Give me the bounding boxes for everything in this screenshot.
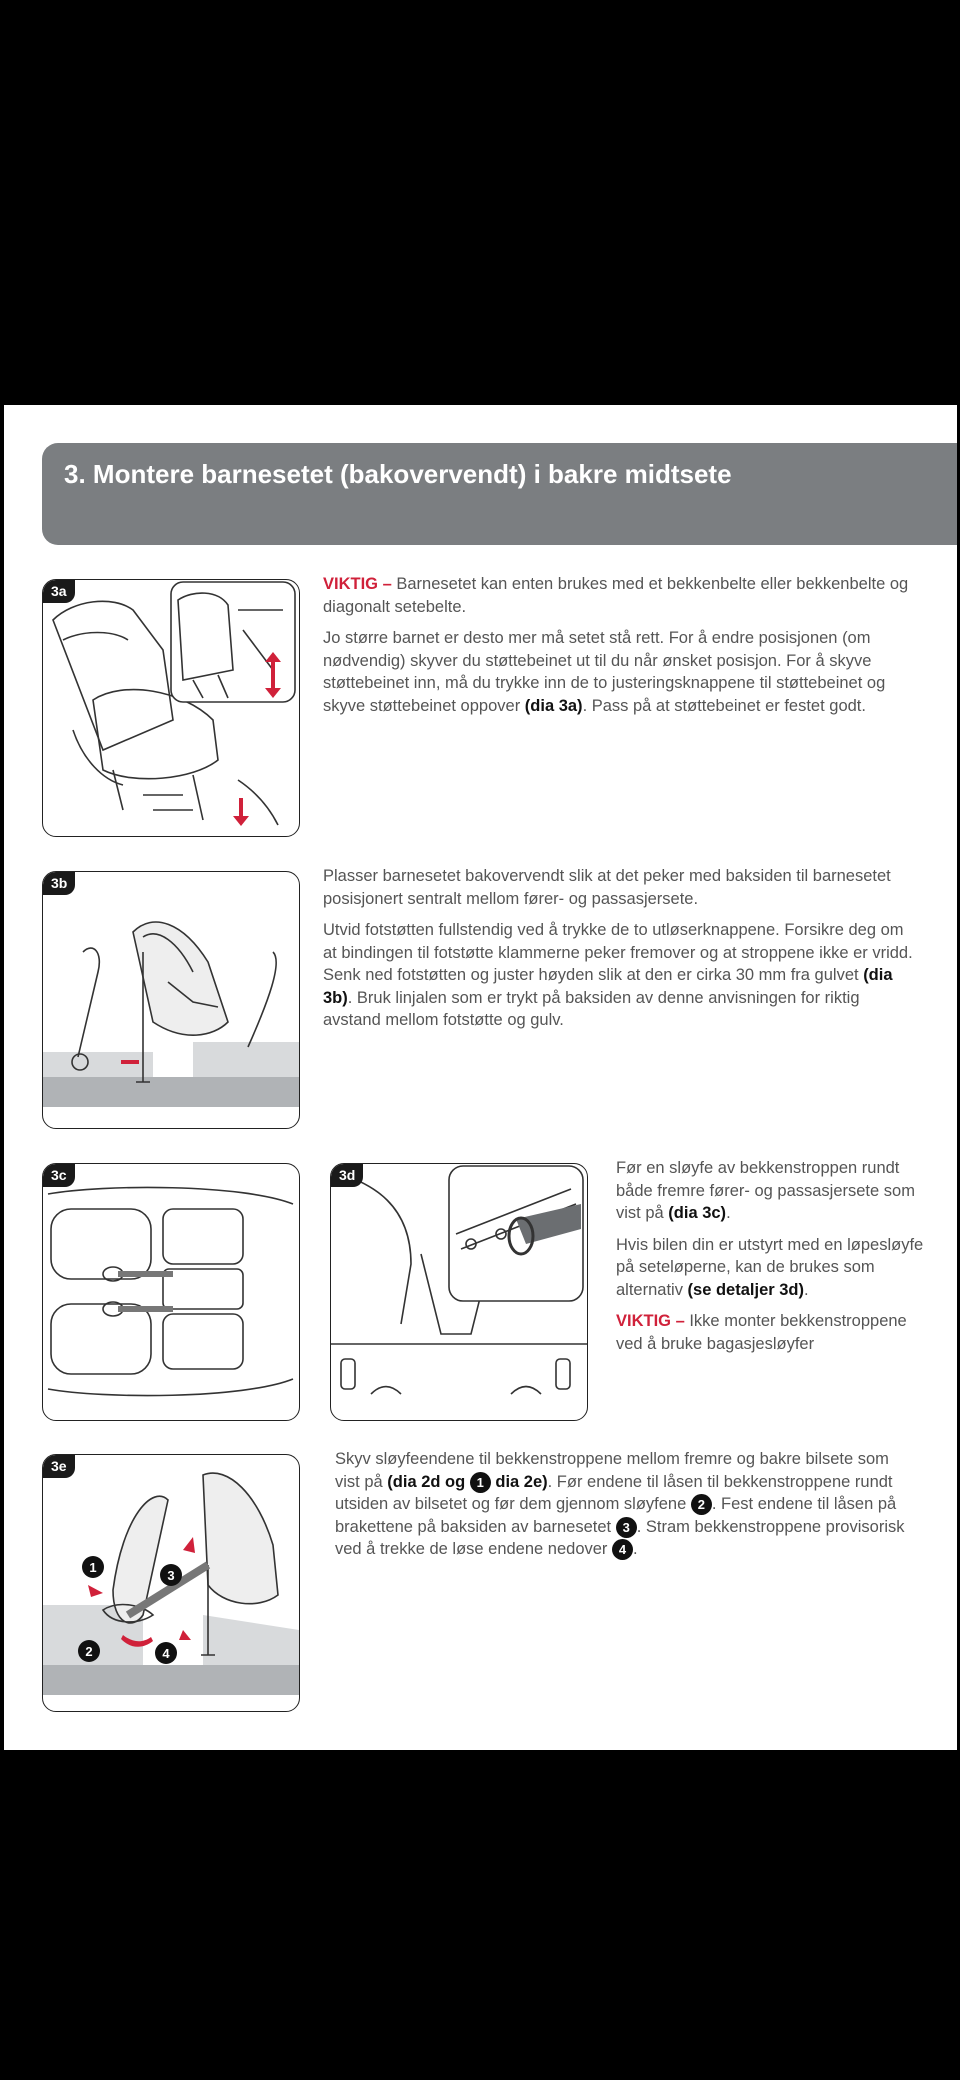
paragraph xyxy=(616,1157,932,1225)
section-header xyxy=(42,443,957,545)
callout-number: 1 xyxy=(89,1560,97,1575)
figure-label: 3e xyxy=(43,1455,75,1478)
figure-reference: (dia 2d og xyxy=(387,1472,470,1491)
paragraph-text: . xyxy=(804,1280,809,1299)
figure-3e xyxy=(42,1454,300,1712)
paragraph-text: Før en sløyfe av bekkenstroppen rundt både fremre fører- og passasjersete som vist på xyxy=(616,1159,915,1222)
figure-3a xyxy=(42,579,300,837)
paragraph xyxy=(323,919,913,1032)
section-3e-text xyxy=(335,1448,915,1570)
section-3b-text xyxy=(323,865,913,1041)
important-label: VIKTIG – xyxy=(616,1312,685,1330)
paragraph-text: Skyv sløyfeendene til bekkenstroppene mellom fremre og bakre bilsete som vist på xyxy=(335,1450,889,1491)
paragraph-text: . Bruk linjalen som er trykt på baksiden av denne anvisningen for riktig avstand mellom fotstøtte og gulv. xyxy=(323,988,860,1029)
strap-tightening-illustration xyxy=(43,1455,299,1711)
callout-number: 3 xyxy=(167,1568,175,1583)
callout-number: 2 xyxy=(85,1644,93,1659)
paragraph xyxy=(616,1310,932,1355)
paragraph-text: . Stram bekkenstroppene provisorisk ved å trekke de løse endene nedover xyxy=(335,1517,905,1558)
paragraph-text: Utvid fotstøtten fullstendig ved å trykke de to utløserknappene. Forsikre deg om at bindingen til fotstøtte klammerne peker fremover og at stroppene ikke er vridd. Senk ned fotstøtten og juster høyden slik at den er cirka 30 mm fra gulvet xyxy=(323,921,913,984)
figure-reference: (dia 3c) xyxy=(668,1204,727,1222)
manual-page xyxy=(4,405,957,1750)
paragraph-text: Hvis bilen din er utstyrt med en løpesløyfe på seteløperne, kan de brukes som alternativ xyxy=(616,1235,924,1299)
paragraph-text: . xyxy=(633,1540,638,1558)
step-number-badge: 3 xyxy=(616,1517,637,1538)
paragraph xyxy=(323,573,913,618)
paragraph-text: Barnesetet kan enten brukes med et bekkenbelte eller bekkenbelte og diagonalt setebelte. xyxy=(323,575,909,616)
page-title: 3. Montere barnesetet (bakovervendt) i bakre midtsete xyxy=(64,459,732,489)
paragraph xyxy=(616,1234,932,1302)
figure-label: 3d xyxy=(331,1164,363,1187)
figure-reference: (dia 3b) xyxy=(323,966,893,1007)
seat-support-leg-illustration xyxy=(43,580,299,836)
figure-label: 3a xyxy=(43,580,75,603)
paragraph xyxy=(323,627,913,717)
paragraph-text: . xyxy=(726,1204,731,1222)
paragraph-text: . Før endene til låsen til bekkenstroppene rundt utsiden av bilsetet og før dem gjennom sløyfene xyxy=(335,1472,893,1513)
step-number-badge: 2 xyxy=(691,1494,712,1515)
paragraph: Plasser barnesetet bakovervendt slik at det peker med baksiden til barnesetet posisjonert sentralt mellom fører- og passasjersete. xyxy=(323,867,891,908)
seat-position-illustration xyxy=(43,872,299,1128)
section-3c-3d-text xyxy=(616,1157,932,1364)
important-label: VIKTIG – xyxy=(323,575,392,593)
step-number-badge: 4 xyxy=(612,1539,633,1560)
figure-3b xyxy=(42,871,300,1129)
seat-runner-loop-illustration xyxy=(331,1164,587,1420)
paragraph-text: Jo større barnet er desto mer må setet stå rett. For å endre posisjonen (om nødvendig) skyver du støttebeinet ut til du når ønsket posisjon. For å skyve støttebeinet inn, må du trykke inn de to justeringsknappene til støttebeinet og skyve støttebeinet oppover xyxy=(323,629,886,715)
figure-3d xyxy=(330,1163,588,1421)
figure-reference: (se detaljer 3d) xyxy=(687,1280,805,1299)
paragraph-text: . Pass på at støttebeinet er festet godt. xyxy=(582,696,866,715)
figure-label: 3c xyxy=(43,1164,75,1187)
figure-3c xyxy=(42,1163,300,1421)
section-3a-text xyxy=(323,573,913,726)
strap-loop-top-view-illustration xyxy=(43,1164,299,1420)
figure-reference: dia 2e) xyxy=(490,1472,548,1491)
paragraph-text: Ikke monter bekkenstroppene ved å bruke bagasjesløyfer xyxy=(616,1312,907,1353)
figure-reference: (dia 3a) xyxy=(524,696,583,715)
paragraph-text: . Fest endene til låsen på brakettene på baksiden av barnesetet xyxy=(335,1495,897,1536)
step-number-badge: 1 xyxy=(470,1472,491,1493)
callout-number: 4 xyxy=(162,1646,170,1661)
paragraph xyxy=(335,1448,915,1561)
figure-label: 3b xyxy=(43,872,75,895)
